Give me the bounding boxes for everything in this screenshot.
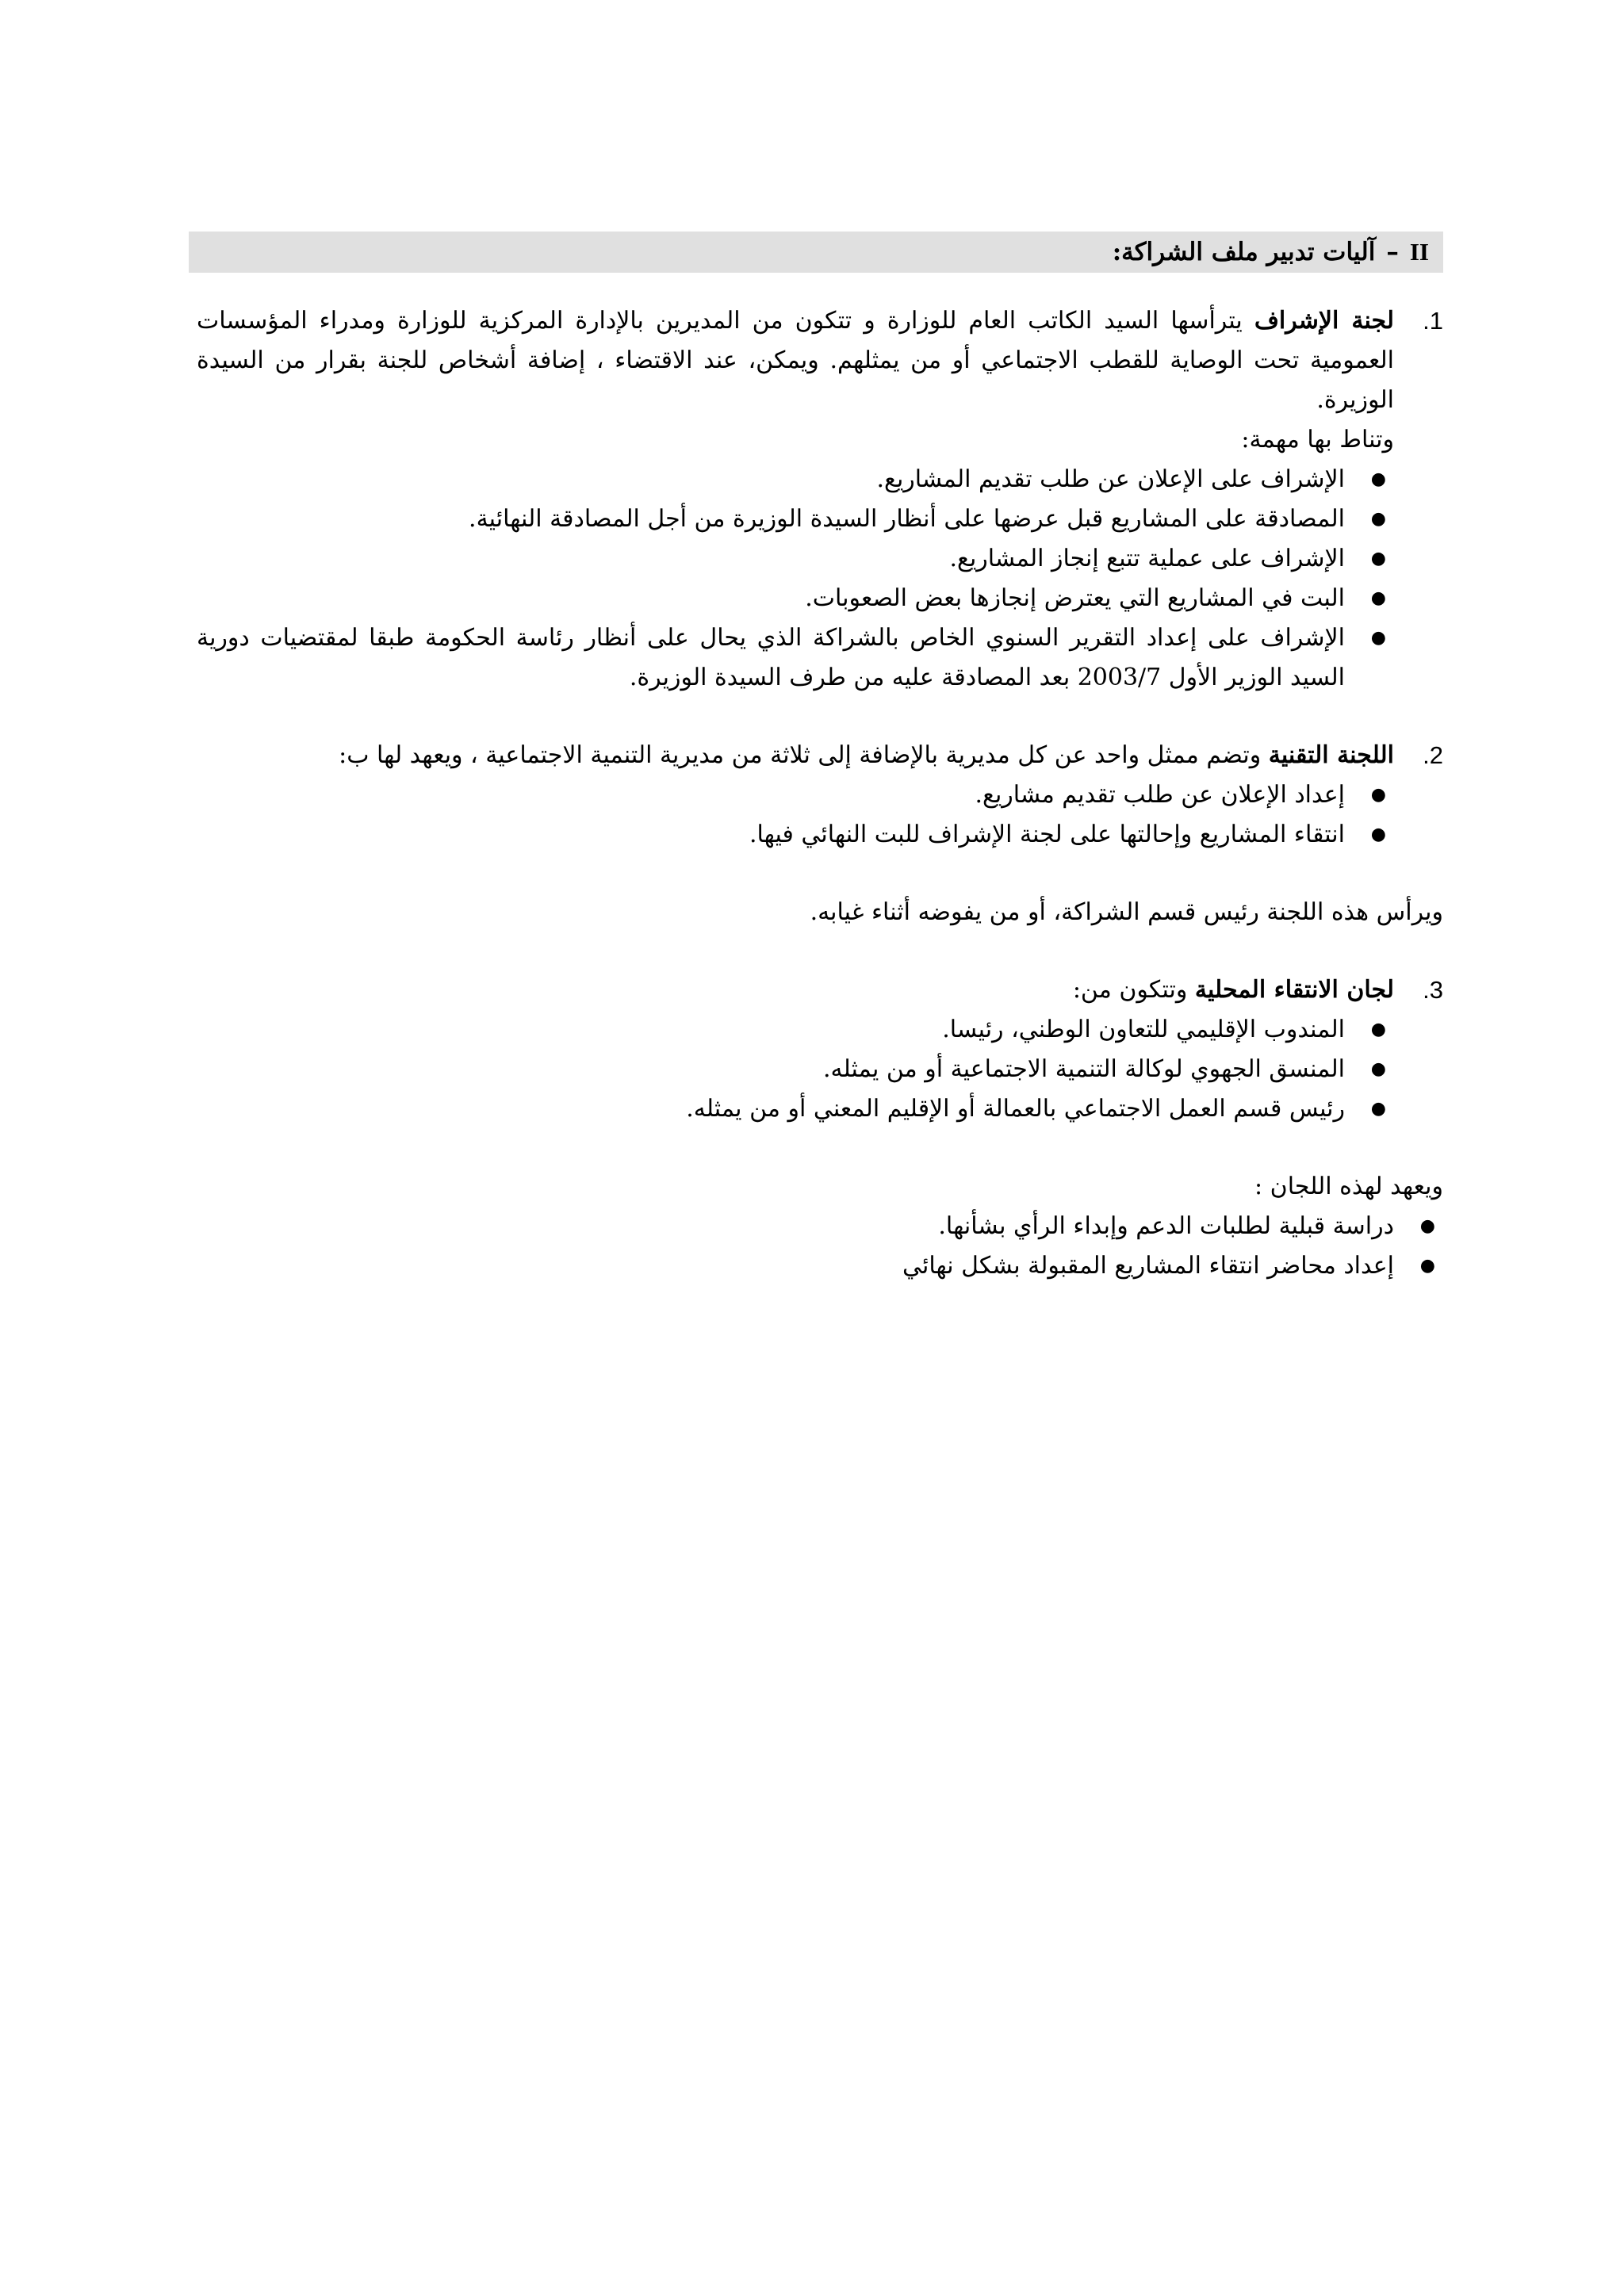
item-number: 1. xyxy=(1423,307,1443,335)
list-item xyxy=(197,579,1394,618)
bullet-icon: ● xyxy=(1370,469,1386,489)
item-technical-committee xyxy=(197,736,1443,855)
list-item xyxy=(197,1050,1394,1089)
list-item-text: الإشراف على إعداد التقرير السنوي الخاص بالشراكة الذي يحال على أنظار رئاسة الحكومة طبقا لمقتضيات دورية السيد الوزير الأول 2003/7 بعد المصادقة عليه من طرف السيدة الوزيرة. xyxy=(197,624,1345,691)
list-item-text: دراسة قبلية لطلبات الدعم وإبداء الرأي بشأنها. xyxy=(938,1212,1394,1240)
bullet-icon: ● xyxy=(1370,825,1386,844)
final-bullet-list xyxy=(197,1207,1443,1286)
list-item-text: رئيس قسم العمل الاجتماعي بالعمالة أو الإقليم المعني أو من يمثله. xyxy=(686,1095,1345,1123)
item-title: لجنة الإشراف xyxy=(1254,307,1395,335)
bullet-icon: ● xyxy=(1370,1099,1386,1119)
bullet-icon: ● xyxy=(1419,1216,1435,1236)
list-item xyxy=(197,618,1394,698)
bullet-icon: ● xyxy=(1419,1256,1435,1276)
bullet-icon: ● xyxy=(1370,509,1386,529)
list-item xyxy=(197,1089,1394,1129)
list-item xyxy=(197,815,1394,855)
bullet-list xyxy=(197,775,1394,855)
bullet-icon: ● xyxy=(1370,785,1386,805)
bullet-icon: ● xyxy=(1370,588,1386,608)
item-number: 2. xyxy=(1423,741,1443,769)
bullet-icon: ● xyxy=(1370,549,1386,568)
section-title: آليات تدبير ملف الشراكة: xyxy=(1112,238,1376,266)
item-text: وتتكون من: xyxy=(1072,976,1195,1004)
bullet-icon: ● xyxy=(1370,628,1386,648)
item-text: يترأسها السيد الكاتب العام للوزارة و تتكون من المديرين بالإدارة المركزية للوزارة ومدراء المؤسسات العمومية تحت الوصاية للقطب الاجتماعي أو من يمثلهم. ويمكن، عند الاقتضاء ، إضافة أشخاص للجنة بقرار من السيدة الوزيرة. xyxy=(197,307,1394,414)
section-roman-numeral: II xyxy=(1409,238,1429,266)
list-item xyxy=(197,539,1394,579)
item-supervision-committee xyxy=(197,301,1443,698)
bullet-icon: ● xyxy=(1370,1020,1386,1039)
paragraph-technical-chair: ويرأس هذه اللجنة رئيس قسم الشراكة، أو من يفوضه أثناء غيابه. xyxy=(810,898,1443,926)
item-number: 3. xyxy=(1423,976,1443,1004)
item-local-selection-committees xyxy=(197,970,1443,1129)
list-item-text: الإشراف على عملية تتبع إنجاز المشاريع. xyxy=(949,545,1345,572)
list-item xyxy=(197,775,1394,815)
list-item-text: انتقاء المشاريع وإحالتها على لجنة الإشراف للبت النهائي فيها. xyxy=(749,821,1345,848)
list-item-text: الإشراف على الإعلان عن طلب تقديم المشاريع. xyxy=(876,465,1345,493)
list-item xyxy=(197,499,1394,539)
list-item xyxy=(197,1010,1394,1050)
list-item-text: المصادقة على المشاريع قبل عرضها على أنظار السيدة الوزيرة من أجل المصادقة النهائية. xyxy=(469,505,1345,533)
list-item-text: إعداد الإعلان عن طلب تقديم مشاريع. xyxy=(975,781,1345,809)
section-dash: – xyxy=(1386,238,1399,266)
item-intro: وتناط بها مهمة: xyxy=(1241,426,1394,453)
bullet-list xyxy=(197,1010,1394,1129)
item-title: لجان الانتقاء المحلية xyxy=(1194,976,1394,1004)
list-item-text: المنسق الجهوي لوكالة التنمية الاجتماعية أو من يمثله. xyxy=(823,1055,1345,1083)
item-text: وتضم ممثل واحد عن كل مديرية بالإضافة إلى ثلاثة من مديرية التنمية الاجتماعية ، ويعهد لها ب: xyxy=(339,741,1269,769)
section-header xyxy=(189,232,1443,273)
list-item xyxy=(197,1207,1443,1246)
bullet-icon: ● xyxy=(1370,1059,1386,1079)
paragraph-committees: ويعهد لهذه اللجان : xyxy=(1254,1173,1443,1200)
list-item-text: المندوب الإقليمي للتعاون الوطني، رئيسا. xyxy=(942,1016,1345,1043)
bullet-list xyxy=(197,460,1394,698)
list-item-text: البت في المشاريع التي يعترض إنجازها بعض الصعوبات. xyxy=(805,584,1345,612)
item-title: اللجنة التقنية xyxy=(1268,741,1394,769)
list-item xyxy=(197,1246,1443,1286)
list-item xyxy=(197,460,1394,499)
list-item-text: إعداد محاضر انتقاء المشاريع المقبولة بشكل نهائي xyxy=(902,1252,1394,1280)
document-body xyxy=(197,301,1443,1286)
